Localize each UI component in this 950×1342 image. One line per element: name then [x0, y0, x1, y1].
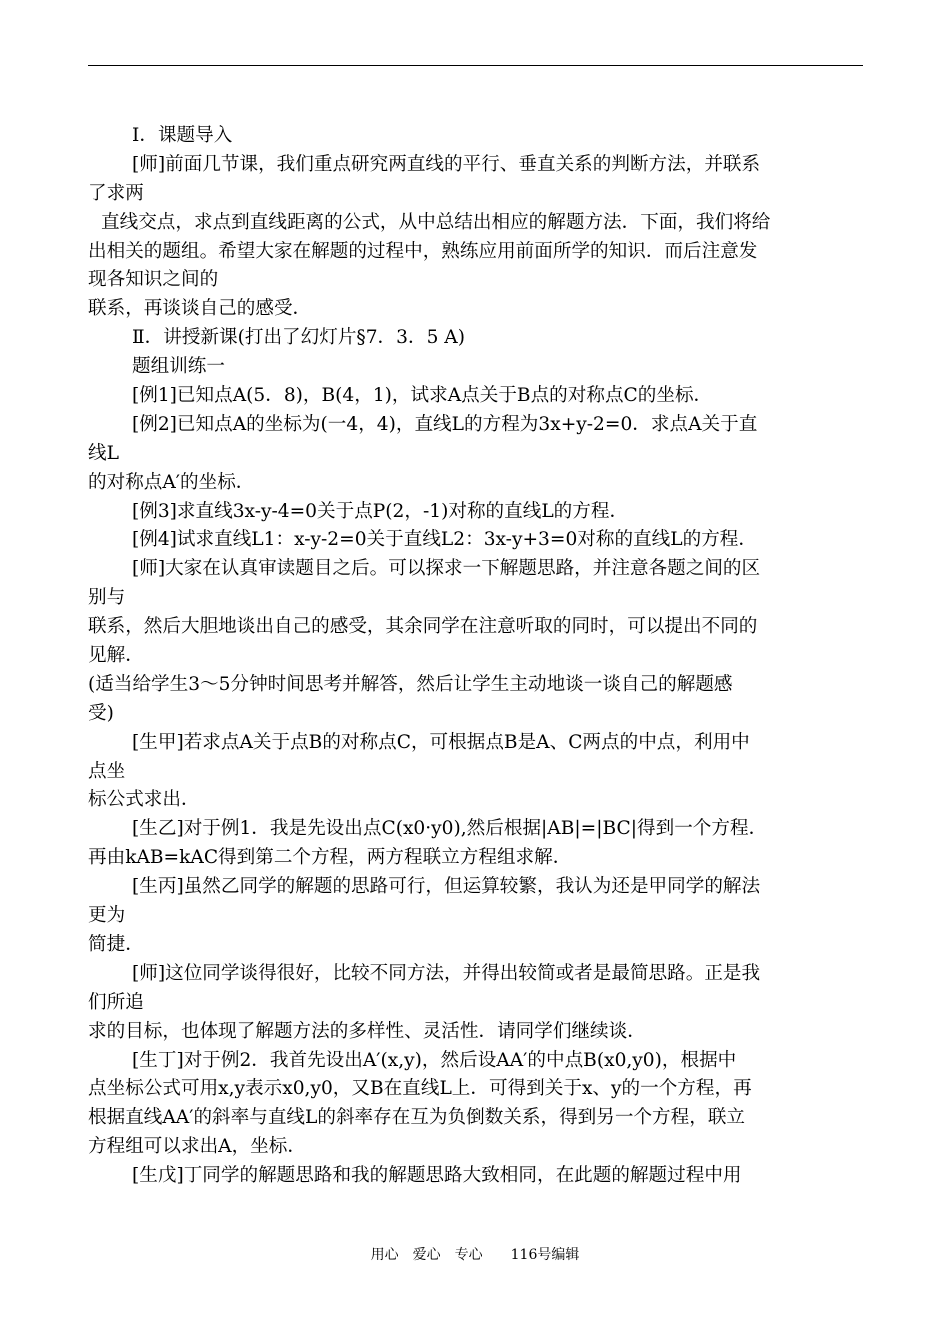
text-line: [师]这位同学谈得很好，比较不同方法，并得出较简或者是最简思路。正是我 [132, 962, 761, 984]
text-line: (适当给学生3～5分钟时间思考并解答，然后让学生主动地谈一谈自己的解题感 [88, 673, 733, 695]
text-line: 直线交点，求点到直线距离的公式，从中总结出相应的解题方法．下面，我们将给 [101, 211, 771, 233]
text-line: 现各知识之间的 [88, 269, 219, 291]
text-line: [生丁]对于例2．我首先设出A′(x,y)，然后设AA′的中点B(x0,y0)，根据中 [132, 1049, 737, 1071]
text-line: 点坐标公式可用x,y表示x0,y0，又B在直线L上．可得到关于x、y的一个方程，再 [88, 1078, 752, 1100]
text-line: [师]前面几节课，我们重点研究两直线的平行、垂直关系的判断方法，并联系 [132, 153, 761, 175]
document-body [88, 122, 863, 1191]
page-footer: 用心 爱心 专心 116号编辑 [370, 1247, 580, 1263]
text-line: 题组训练一 [132, 356, 225, 378]
text-line: 根据直线AA′的斜率与直线L的斜率存在互为负倒数关系，得到另一个方程，联立 [88, 1107, 746, 1129]
text-line: 见解． [88, 645, 144, 667]
text-line: 的对称点A′的坐标． [88, 471, 255, 493]
text-line: [例2]已知点A的坐标为(一4，4)，直线L的方程为3x+y-2=0．求点A关于直 [132, 413, 758, 435]
text-line: [生戊]丁同学的解题思路和我的解题思路大致相同，在此题的解题过程中用 [132, 1165, 742, 1187]
text-line: 了求两 [88, 182, 144, 204]
text-line: 线L [88, 442, 119, 464]
text-line: 更为 [88, 905, 126, 927]
text-line: 别与 [88, 587, 126, 609]
text-line: 联系，然后大胆地谈出自己的感受，其余同学在注意听取的同时，可以提出不同的 [88, 616, 758, 638]
text-line: [生丙]虽然乙同学的解题的思路可行，但运算较繁，我认为还是甲同学的解法 [132, 876, 761, 898]
text-line: [例1]已知点A(5．8)，B(4，1)，试求A点关于B点的对称点C的坐标． [132, 385, 713, 407]
text-line: [生甲]若求点A关于点B的对称点C，可根据点B是A、C两点的中点，利用中 [132, 731, 750, 753]
text-line: 标公式求出． [88, 789, 200, 811]
text-line: 们所追 [88, 991, 144, 1013]
text-line: 联系，再谈谈自己的感受． [88, 298, 312, 320]
text-line: [师]大家在认真审读题目之后。可以探求一下解题思路，并注意各题之间的区 [132, 558, 761, 580]
text-line: 方程组可以求出A，坐标． [88, 1136, 306, 1158]
text-line: 再由kAB=kAC得到第二个方程，两方程联立方程组求解． [88, 847, 572, 869]
text-line: Ⅱ．讲授新课(打出了幻灯片§7．3．5 A) [132, 327, 465, 349]
text-line: [例3]求直线3x-y-4=0关于点P(2，-1)对称的直线L的方程． [132, 500, 629, 522]
header-rule [88, 65, 863, 66]
text-line: [生乙]对于例1．我是先设出点C(x0·y0),然后根据|AB|=|BC|得到一个方程． [132, 818, 768, 840]
text-line: 受) [88, 702, 114, 724]
text-line: Ⅰ．课题导入 [132, 125, 233, 146]
text-line: 出相关的题组。希望大家在解题的过程中，熟练应用前面所学的知识．而后注意发 [88, 240, 758, 262]
text-line: 点坐 [88, 760, 126, 782]
text-line: [例4]试求直线L1：x-y-2=0关于直线L2：3x-y+3=0对称的直线L的方程． [132, 529, 757, 551]
text-line: 简捷． [88, 933, 144, 955]
text-line: 求的目标，也体现了解题方法的多样性、灵活性．请同学们继续谈． [88, 1020, 646, 1042]
